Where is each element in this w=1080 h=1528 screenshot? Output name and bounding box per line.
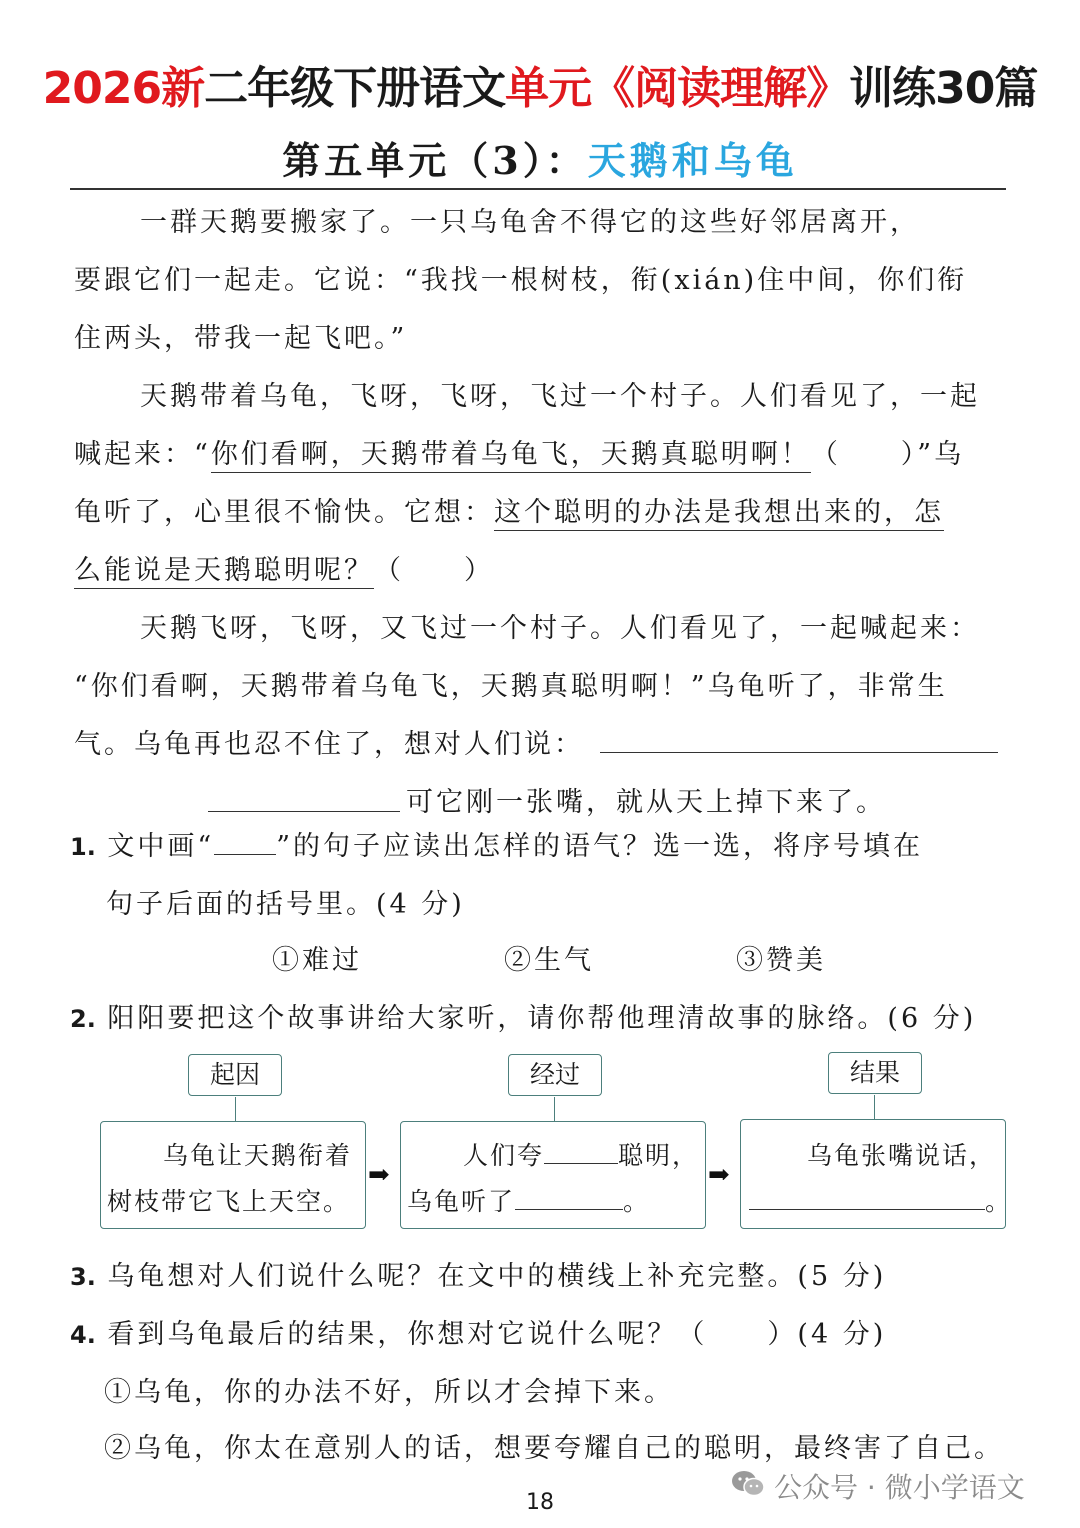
question-3: 3. 乌龟想对人们说什么呢？在文中的横线上补充完整。(5 分) [70, 1261, 887, 1292]
option-3: ③赞美 [736, 945, 826, 976]
flow-label-cause: 起因 [188, 1054, 282, 1096]
passage-line: 一群天鹅要搬家了。一只乌龟舍不得它的这些好邻居离开， [140, 207, 920, 238]
underline-sample [214, 832, 276, 855]
title-part-black-2: 训练30篇 [849, 63, 1038, 114]
answer-bracket-1[interactable]: （ ）”乌 [810, 439, 965, 470]
question-2: 2. 阳阳要把这个故事讲给大家听，请你帮他理清故事的脉络。(6 分) [70, 1003, 977, 1034]
passage-line [74, 548, 494, 587]
option-2: ②生气 [504, 945, 594, 976]
question-number: 4. [70, 1321, 96, 1349]
title-part-black-1: 二年级下册语文 [204, 63, 506, 114]
page-title [0, 52, 1080, 116]
question-4: 4. 看到乌龟最后的结果，你想对它说什么呢？（ ）(4 分) [70, 1319, 887, 1350]
question-number: 2. [70, 1005, 96, 1033]
passage-line: 龟听了，心里很不愉快。它想：这个聪明的办法是我想出来的，怎 [74, 490, 944, 529]
flow-connector [235, 1097, 236, 1121]
watermark: 公众号 · 微小学语文 [774, 1471, 1025, 1504]
flow-box-result: 乌龟张嘴说话， 。 [740, 1119, 1006, 1229]
flow-box-cause: 乌龟让天鹅衔着 树枝带它飞上天空。 [100, 1121, 366, 1229]
fill-blank-result[interactable] [749, 1187, 985, 1210]
fill-blank-praise[interactable] [544, 1141, 618, 1164]
flow-arrow-icon: ➡ [368, 1160, 390, 1190]
question-4-option-1: ①乌龟，你的办法不好，所以才会掉下来。 [104, 1377, 674, 1408]
answer-bracket-2[interactable]: （ ） [374, 555, 494, 586]
page-number: 18 [526, 1490, 554, 1515]
fill-in-line-2[interactable] [208, 811, 400, 812]
passage-line: 天鹅飞呀，飞呀，又飞过一个村子。人们看见了，一起喊起来： [140, 613, 980, 644]
passage-line: 喊起来：“你们看啊，天鹅带着乌龟飞，天鹅真聪明啊！（ ）”乌 [74, 432, 964, 471]
wechat-icon [730, 1468, 766, 1504]
option-1: ①难过 [272, 945, 362, 976]
flow-box-process: 人们夸 聪明， 乌龟听了 。 [400, 1121, 706, 1229]
question-1-line-2: 句子后面的括号里。(4 分) [106, 889, 465, 920]
flow-label-result: 结果 [828, 1052, 922, 1094]
underlined-sentence-1: 你们看啊，天鹅带着乌龟飞，天鹅真聪明啊！ [211, 439, 811, 473]
passage-line: 要跟它们一起走。它说：“我找一根树枝，衔(xián)住中间，你们衔 [74, 265, 968, 296]
lesson-title: 天鹅和乌龟 [587, 138, 798, 183]
passage-line: 气。乌龟再也忍不住了，想对人们说： [74, 729, 584, 760]
question-1: 1. 文中画“ ”的句子应读出怎样的语气？选一选，将序号填在 [70, 831, 924, 862]
flow-connector [554, 1097, 555, 1121]
passage-line: 住两头，带我一起飞吧。” [74, 323, 408, 354]
question-number: 3. [70, 1263, 96, 1291]
passage-line: 天鹅带着乌龟，飞呀，飞呀，飞过一个村子。人们看见了，一起 [140, 381, 980, 412]
question-number: 1. [70, 833, 96, 861]
unit-label: 第五单元（3）： [282, 138, 588, 183]
lesson-heading [0, 130, 1080, 185]
flow-arrow-icon: ➡ [708, 1160, 730, 1190]
underlined-sentence-2a: 这个聪明的办法是我想出来的，怎 [494, 497, 944, 531]
passage-line: 可它刚一张嘴，就从天上掉下来了。 [406, 787, 886, 818]
title-part-red-2: 单元《阅读理解》 [505, 63, 850, 114]
header-divider [70, 188, 1006, 190]
fill-in-line-1[interactable] [600, 752, 998, 753]
fill-blank-reaction[interactable] [515, 1187, 623, 1210]
title-part-red-1: 2026新 [42, 63, 205, 114]
underlined-sentence-2b: 么能说是天鹅聪明呢？ [74, 555, 374, 589]
flow-connector [874, 1095, 875, 1119]
passage-line: “你们看啊，天鹅带着乌龟飞，天鹅真聪明啊！”乌龟听了，非常生 [74, 671, 948, 702]
question-4-option-2: ②乌龟，你太在意别人的话，想要夸耀自己的聪明，最终害了自己。 [104, 1433, 1004, 1464]
flow-label-process: 经过 [508, 1054, 602, 1096]
